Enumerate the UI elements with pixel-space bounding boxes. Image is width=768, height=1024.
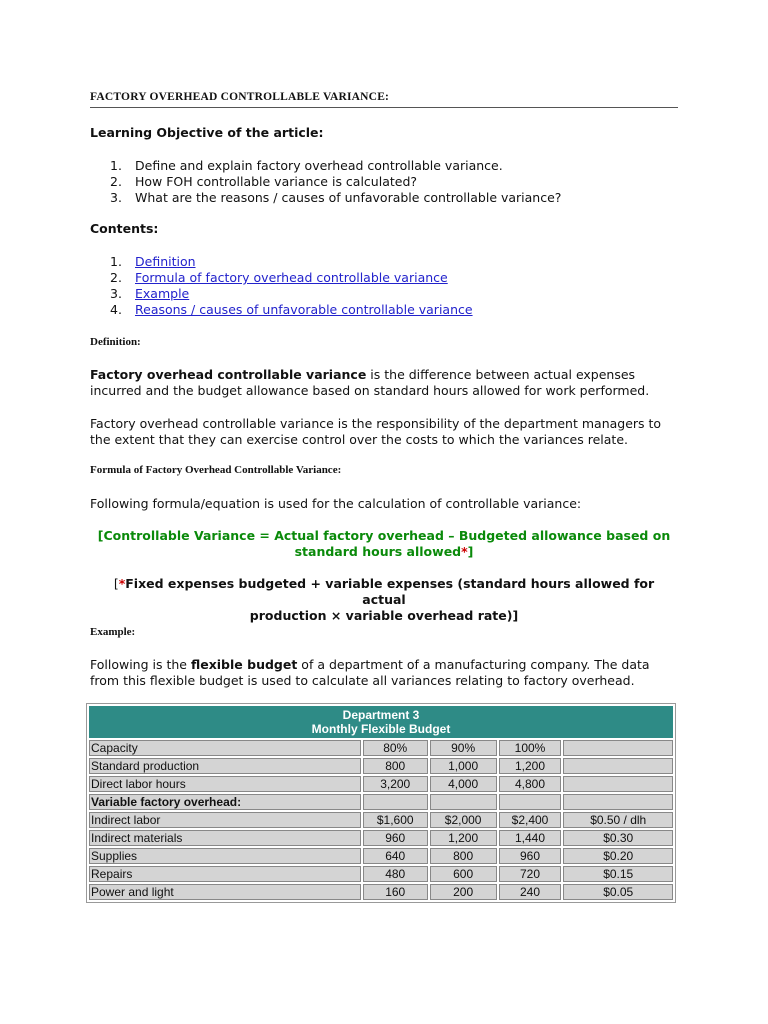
cell: 480 (363, 866, 428, 882)
table-row (89, 794, 673, 810)
row-label: Indirect materials (89, 830, 361, 846)
definition-text: is the difference between actual expenses (366, 367, 636, 382)
table-row (89, 848, 673, 864)
article-title: FACTORY OVERHEAD CONTROLLABLE VARIANCE: (90, 91, 390, 103)
cell: $2,400 (499, 812, 562, 828)
table-header-row (89, 706, 673, 738)
table-row (89, 776, 673, 792)
note-bracket-open: [ (113, 576, 119, 591)
cell: 720 (499, 866, 562, 882)
cell: 4,800 (499, 776, 562, 792)
equation-line1: Controllable Variance = Actual factory overhead – Budgeted allowance based on (103, 528, 671, 543)
formula-heading: Formula of Factory Overhead Controllable Variance: (90, 464, 342, 476)
objective-list (110, 158, 561, 206)
cell: 640 (363, 848, 428, 864)
table-row (89, 884, 673, 900)
cell: 960 (499, 848, 562, 864)
cell: 960 (363, 830, 428, 846)
example-text-line2: from this flexible budget is used to calculate all variances relating to factory overhead. (90, 673, 635, 688)
formula-note (90, 576, 678, 624)
cell: 4,000 (430, 776, 497, 792)
cell: $0.20 (563, 848, 673, 864)
table-row (89, 830, 673, 846)
cell: 100% (499, 740, 562, 756)
cell: $0.50 / dlh (563, 812, 673, 828)
cell (563, 794, 673, 810)
cell: $1,600 (363, 812, 428, 828)
note-asterisk: * (118, 576, 126, 591)
cell (563, 776, 673, 792)
contents-item: 3. Example (110, 286, 190, 301)
definition-text-line2: incurred and the budget allowance based on standard hours allowed for work performed. (90, 383, 650, 398)
contents-list (110, 254, 473, 318)
table-row (89, 812, 673, 828)
cell: 600 (430, 866, 497, 882)
row-label: Supplies (89, 848, 361, 864)
cell (499, 794, 562, 810)
table-header-line2: Monthly Flexible Budget (311, 722, 451, 736)
contents-item: 4. Reasons / causes of unfavorable controllable variance (110, 302, 473, 317)
row-label: Power and light (89, 884, 361, 900)
bracket-open: [ (97, 528, 104, 543)
example-text-pre: Following is the (90, 657, 191, 672)
responsibility-line2: the extent that they can exercise control over the costs to which the variances relate. (90, 432, 628, 447)
contents-item: 2. Formula of factory overhead controllable variance (110, 270, 448, 285)
cell: 80% (363, 740, 428, 756)
cell (563, 740, 673, 756)
link-formula[interactable]: Formula of factory overhead controllable variance (135, 270, 448, 285)
row-label: Repairs (89, 866, 361, 882)
objective-heading: Learning Objective of the article: (90, 125, 324, 140)
objective-item: 3. What are the reasons / causes of unfavorable controllable variance? (110, 190, 562, 205)
example-term: flexible budget (190, 657, 298, 672)
definition-term: Factory overhead controllable variance (90, 367, 367, 382)
title-divider (90, 107, 678, 108)
contents-item: 1. Definition (110, 254, 196, 269)
cell (563, 758, 673, 774)
cell: 160 (363, 884, 428, 900)
asterisk: * (461, 544, 468, 559)
cell: $2,000 (430, 812, 497, 828)
row-label: Direct labor hours (89, 776, 361, 792)
formula-intro: Following formula/equation is used for the calculation of controllable variance: (90, 496, 582, 511)
example-text-post: of a department of a manufacturing company. The data (297, 657, 650, 672)
cell: 800 (430, 848, 497, 864)
link-definition[interactable]: Definition (135, 254, 196, 269)
row-label: Standard production (89, 758, 361, 774)
objective-item: 2. How FOH controllable variance is calculated? (110, 174, 418, 189)
cell: 800 (363, 758, 428, 774)
example-heading: Example: (90, 626, 136, 638)
cell: 240 (499, 884, 562, 900)
cell: 3,200 (363, 776, 428, 792)
cell (363, 794, 428, 810)
bracket-close: ] (467, 544, 474, 559)
cell (430, 794, 497, 810)
cell: 1,200 (499, 758, 562, 774)
cell: 1,440 (499, 830, 562, 846)
contents-heading: Contents: (90, 221, 159, 236)
row-label: Indirect labor (89, 812, 361, 828)
table-header (89, 706, 673, 738)
example-paragraph (90, 657, 680, 689)
equation-line2: standard hours allowed (294, 544, 462, 559)
link-example[interactable]: Example (135, 286, 190, 301)
cell: $0.15 (563, 866, 673, 882)
flexible-budget-table (86, 703, 676, 903)
objective-item: 1. Define and explain factory overhead controllable variance. (110, 158, 503, 173)
definition-paragraph-1 (90, 367, 680, 399)
definition-paragraph-2 (90, 416, 680, 448)
definition-heading: Definition: (90, 336, 141, 348)
table-row (89, 758, 673, 774)
cell: 1,000 (430, 758, 497, 774)
cell: $0.05 (563, 884, 673, 900)
cell: 1,200 (430, 830, 497, 846)
cell: $0.30 (563, 830, 673, 846)
table-row (89, 866, 673, 882)
row-label: Capacity (89, 740, 361, 756)
note-line1: Fixed expenses budgeted + variable expenses (standard hours allowed for actual (125, 576, 655, 607)
row-label: Variable factory overhead: (89, 794, 361, 810)
table-header-line1: Department 3 (342, 708, 420, 722)
table-row (89, 740, 673, 756)
responsibility-line1: Factory overhead controllable variance is the responsibility of the department managers to (90, 416, 662, 431)
cell: 200 (430, 884, 497, 900)
formula-equation (90, 528, 678, 560)
note-line2: production × variable overhead rate)] (249, 608, 519, 623)
cell: 90% (430, 740, 497, 756)
link-reasons[interactable]: Reasons / causes of unfavorable controllable variance (135, 302, 473, 317)
